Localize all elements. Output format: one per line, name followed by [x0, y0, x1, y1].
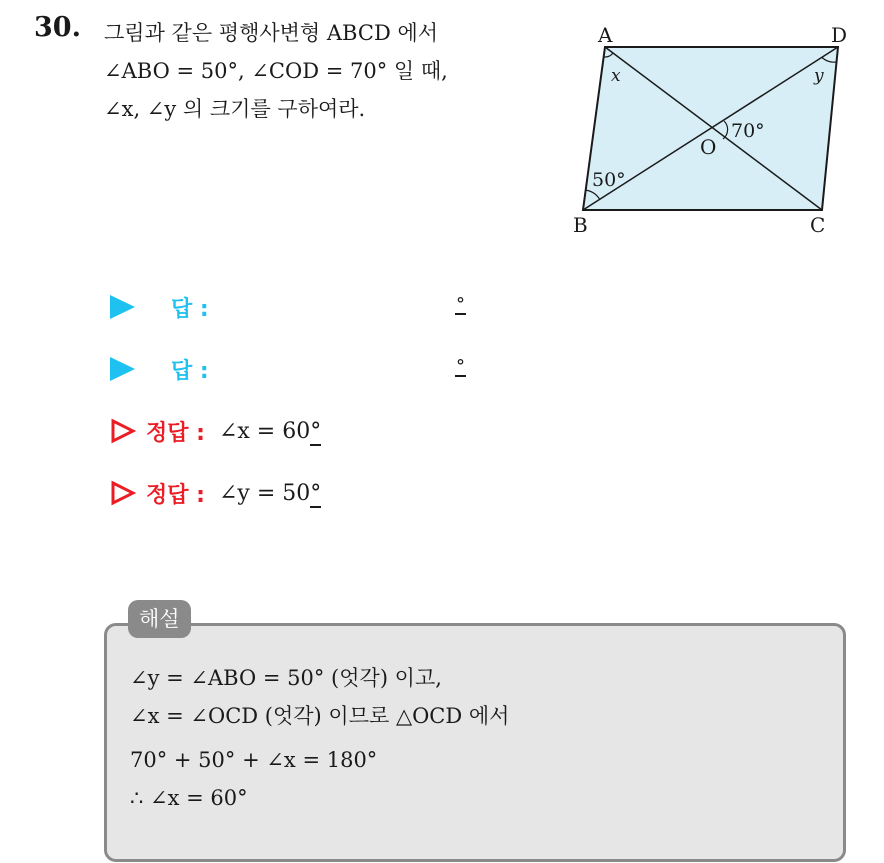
solution-tag: 해설 — [128, 600, 191, 638]
answer-label: 답 : — [171, 296, 209, 322]
correct-expr: ∠y = 50 — [218, 480, 311, 506]
answer-row — [110, 290, 209, 324]
solution-line: ∠y = ∠ABO = 50° (엇각) 이고, — [130, 666, 442, 690]
vertex-label-c: C — [810, 213, 826, 237]
correct-value — [219, 419, 321, 444]
correct-answer-row — [110, 476, 321, 510]
correct-answer-row — [110, 414, 321, 448]
vertex-label-d: D — [831, 23, 848, 47]
solution-box — [104, 623, 846, 862]
filled-triangle-icon — [110, 357, 135, 381]
answer-row — [110, 352, 209, 386]
angle-label-y: y — [814, 66, 824, 86]
degree-unit: ° — [310, 418, 322, 444]
correct-value — [219, 481, 321, 506]
solution-line: 70° + 50° + ∠x = 180° — [130, 748, 378, 772]
question-number: 30. — [34, 12, 81, 43]
angle-label-70: 70° — [731, 120, 765, 142]
answer-blank[interactable]: ° — [456, 294, 465, 315]
correct-expr: ∠x = 60 — [218, 418, 311, 444]
parallelogram-figure — [560, 20, 860, 245]
question-line: 그림과 같은 평행사변형 ABCD 에서 — [104, 21, 439, 45]
question-text — [104, 14, 544, 128]
answer-label: 답 : — [171, 358, 209, 384]
solution-line: ∴ ∠x = 60° — [130, 786, 248, 810]
correct-label: 정답 : — [146, 482, 205, 508]
outline-triangle-icon — [110, 480, 136, 506]
filled-triangle-icon — [110, 295, 135, 319]
answer-blank[interactable]: ° — [456, 356, 465, 377]
angle-label-50: 50° — [592, 169, 626, 191]
degree-unit: ° — [310, 480, 322, 506]
question-line: ∠ABO = 50°, ∠COD = 70° 일 때, — [104, 59, 448, 83]
outline-triangle-icon — [110, 418, 136, 444]
center-label-o: O — [700, 135, 717, 159]
vertex-label-a: A — [598, 23, 613, 47]
angle-label-x: x — [611, 66, 621, 86]
correct-label: 정답 : — [146, 420, 205, 446]
question-line: ∠x, ∠y 의 크기를 구하여라. — [104, 97, 366, 121]
solution-line: ∠x = ∠OCD (엇각) 이므로 △OCD 에서 — [130, 704, 510, 728]
vertex-label-b: B — [573, 213, 588, 237]
